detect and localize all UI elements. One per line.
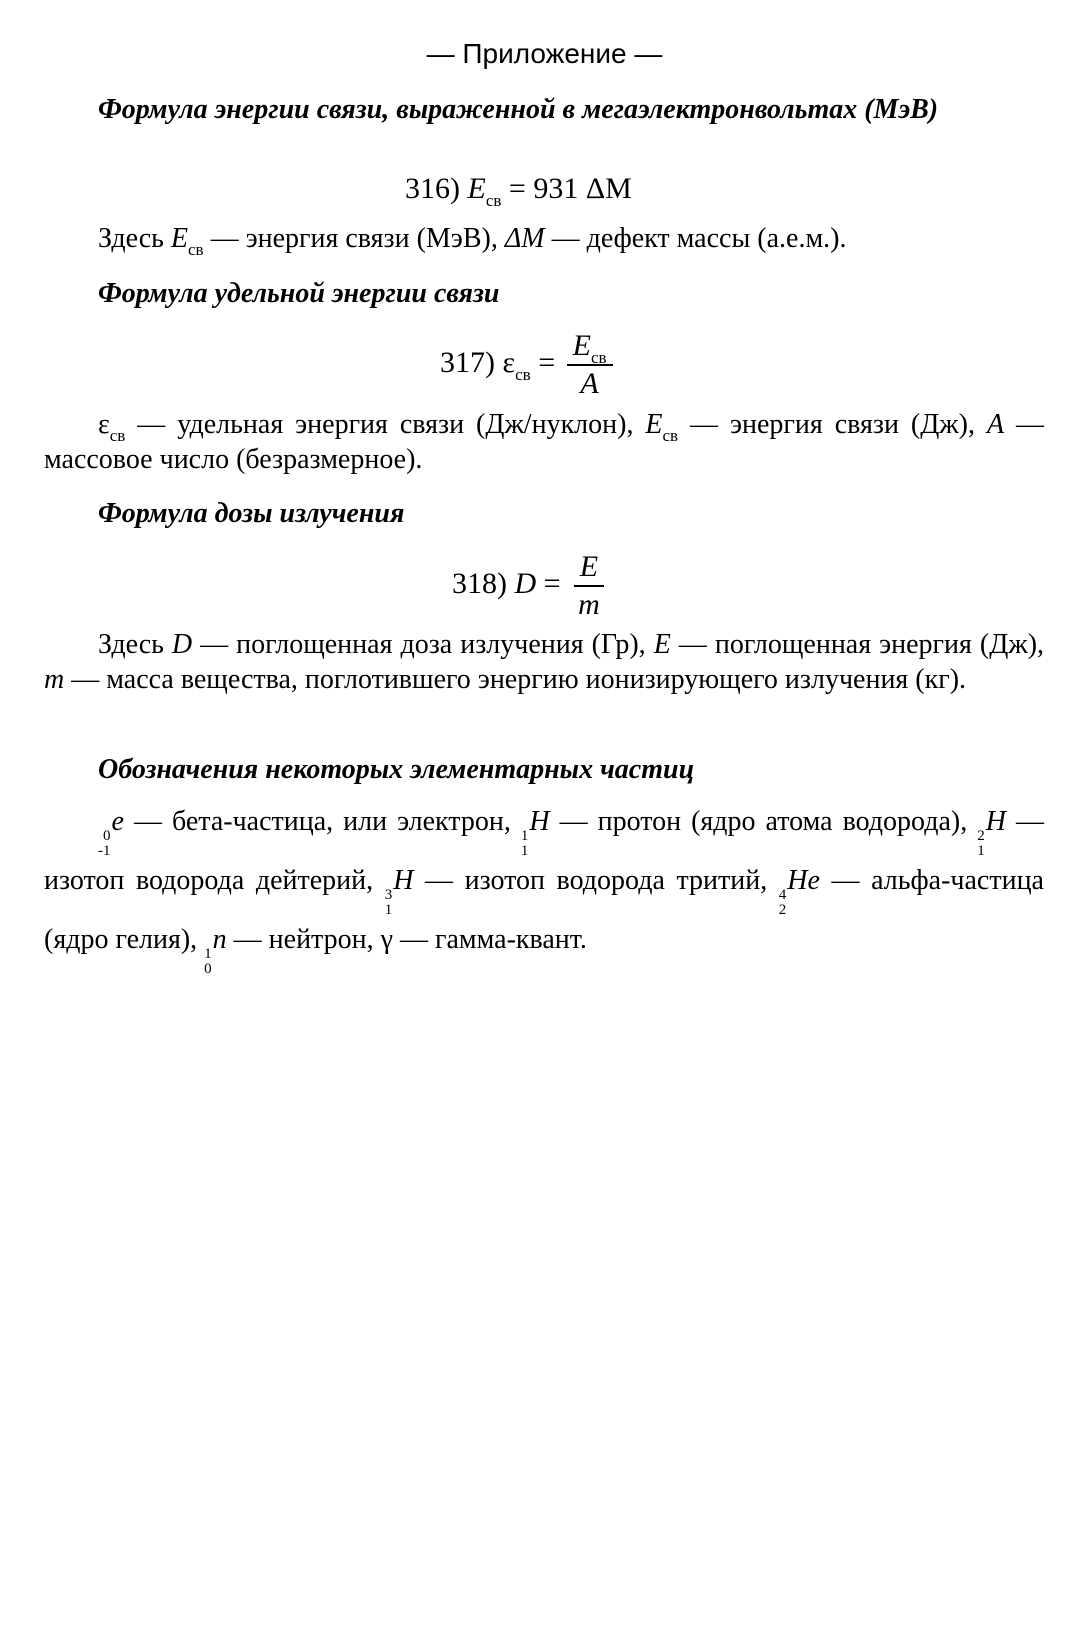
mass-number: 4 bbox=[778, 887, 787, 903]
particle-description: — нейтрон, bbox=[226, 924, 381, 955]
particles-paragraph bbox=[44, 800, 1044, 977]
mass-number: 2 bbox=[977, 828, 985, 844]
charge-number: 0 bbox=[204, 961, 212, 977]
text-run: Здесь bbox=[98, 223, 171, 254]
charge-number: 1 bbox=[977, 843, 985, 859]
fraction-denominator: A bbox=[580, 367, 599, 400]
formula-equals: = bbox=[543, 566, 561, 600]
formula-317 bbox=[440, 330, 613, 400]
subscript: св bbox=[109, 426, 126, 445]
particle-item bbox=[98, 806, 521, 859]
nuclide-numbers bbox=[521, 829, 529, 859]
mass-number: 1 bbox=[204, 946, 212, 962]
symbol: E bbox=[572, 329, 591, 362]
gamma-symbol: γ bbox=[380, 924, 393, 955]
particle-item bbox=[204, 924, 381, 977]
charge-number: 1 bbox=[384, 902, 393, 918]
nuclide-numbers bbox=[385, 888, 393, 918]
formula-number: 317) bbox=[440, 345, 495, 379]
fraction bbox=[567, 330, 613, 400]
nuclide-numbers bbox=[977, 829, 985, 859]
text-run: — поглощенная доза излучения (Гр), bbox=[192, 629, 654, 660]
text-run: — энергия связи (МэВ), bbox=[203, 223, 505, 254]
particle-symbol: H bbox=[529, 806, 550, 837]
nuclide-numbers bbox=[779, 888, 787, 918]
charge-number: -1 bbox=[98, 843, 111, 859]
subscript: св bbox=[188, 240, 204, 259]
symbol: ΔM bbox=[504, 223, 545, 254]
formula-number: 318) bbox=[452, 566, 507, 600]
heading-mev: Формула энергии связи, выраженной в мегаэлектронвольтах (МэВ) bbox=[98, 94, 939, 125]
subscript: св bbox=[590, 348, 607, 367]
fraction bbox=[572, 551, 606, 621]
heading-particles: Обозначения некоторых элементарных частиц bbox=[98, 754, 695, 785]
formula-number: 316) bbox=[405, 172, 460, 205]
formula-equals: = bbox=[508, 172, 526, 205]
particle-symbol: H bbox=[393, 865, 414, 896]
gamma-text: — гамма-квант. bbox=[393, 924, 587, 955]
formula-318 bbox=[452, 551, 606, 621]
particle-item bbox=[384, 865, 779, 918]
formula-symbol: E bbox=[467, 172, 486, 205]
mass-number: 1 bbox=[520, 828, 529, 844]
text-run: Здесь bbox=[98, 629, 172, 660]
formula-rhs: 931 ΔM bbox=[533, 172, 632, 205]
text-run: — дефект массы (а.е.м.). bbox=[544, 223, 847, 254]
formula-subscript: св bbox=[485, 191, 502, 210]
explanation-318 bbox=[44, 627, 1044, 697]
symbol: m bbox=[44, 664, 65, 695]
formula-subscript: св bbox=[515, 364, 531, 384]
fraction-numerator bbox=[567, 330, 613, 366]
nuclide-numbers bbox=[98, 829, 111, 859]
formula-equals: = bbox=[538, 345, 556, 379]
heading-dose: Формула дозы излучения bbox=[98, 498, 405, 529]
symbol: A bbox=[986, 409, 1005, 440]
particle-description: — бета-частица, или электрон, bbox=[123, 806, 521, 837]
formula-316 bbox=[405, 172, 632, 210]
particle-symbol: He bbox=[787, 865, 820, 896]
particle-description: — изотоп водорода тритий, bbox=[413, 865, 779, 896]
mass-number: 3 bbox=[384, 887, 393, 903]
particle-symbol: H bbox=[985, 806, 1006, 837]
symbol: ε bbox=[98, 409, 110, 440]
particle-symbol: n bbox=[212, 924, 227, 955]
particle-description: — протон (ядро атома водорода), bbox=[549, 806, 978, 837]
particle-description: — альфа-частица (ядро гелия), bbox=[44, 865, 1044, 955]
particle-description: — изотоп водорода дейтерий, bbox=[44, 806, 1044, 896]
text-run: — энергия связи (Дж), bbox=[678, 409, 987, 440]
text-run: — масса вещества, поглотившего энергию ионизирующего излучения (кг). bbox=[64, 664, 967, 695]
explanation-317 bbox=[44, 407, 1044, 477]
symbol: E bbox=[645, 409, 663, 440]
nuclide-numbers bbox=[204, 947, 212, 977]
particle-symbol: e bbox=[111, 806, 124, 837]
fraction-numerator: E bbox=[574, 551, 604, 587]
symbol: D bbox=[171, 629, 193, 660]
running-head: — Приложение — bbox=[426, 38, 663, 69]
explanation-316 bbox=[98, 221, 1044, 259]
formula-symbol: D bbox=[514, 566, 537, 600]
subscript: св bbox=[662, 426, 679, 445]
formula-symbol: ε bbox=[502, 345, 516, 379]
text-run: — удельная энергия связи (Дж/нуклон), bbox=[125, 409, 646, 440]
text-run: — массовое число (безразмерное). bbox=[44, 409, 1044, 475]
symbol: E bbox=[653, 629, 671, 660]
heading-specific: Формула удельной энергии связи bbox=[98, 278, 500, 309]
symbol: E bbox=[170, 223, 189, 254]
particle-item bbox=[520, 806, 978, 859]
charge-number: 2 bbox=[778, 902, 787, 918]
charge-number: 1 bbox=[520, 843, 529, 859]
fraction-denominator: m bbox=[578, 588, 600, 621]
text-run: — поглощенная энергия (Дж), bbox=[670, 629, 1045, 660]
mass-number: 0 bbox=[103, 828, 111, 844]
